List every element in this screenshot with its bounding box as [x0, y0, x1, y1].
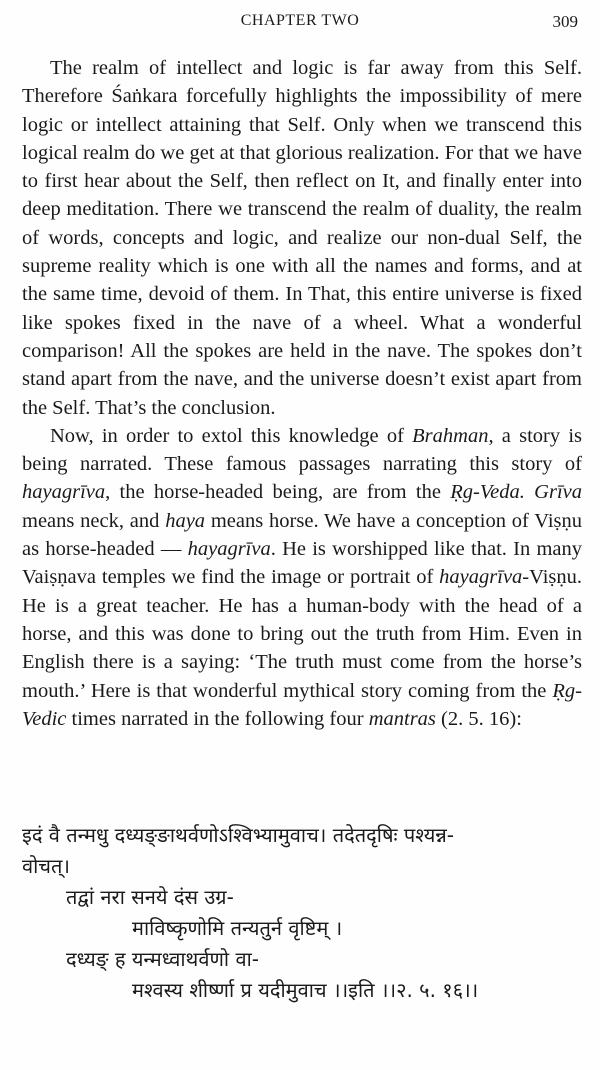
chapter-title: CHAPTER TWO — [240, 12, 360, 29]
sanskrit-line: माविष्कृणोमि तन्यतुर्न वृष्टिम् । — [132, 916, 343, 940]
italic-term: Ṛg-Veda. Grīva — [450, 481, 582, 504]
italic-term: Ṛg-Vedic — [22, 679, 582, 730]
sanskrit-line: दध्यङ् ह यन्मध्वाथर्वणो वा- — [66, 947, 259, 971]
text-run: means horse. We have a conception of Viṣṇu as horse-headed — — [22, 509, 582, 561]
text-run: , a story is being narrated. These famous passages narrating this story of — [22, 424, 582, 476]
sanskrit-line: इदं वै तन्मधु दध्यङ्ङाथर्वणोऽश्विभ्यामुवाच। तदेतदृषिः पश्यन्न- — [22, 823, 454, 847]
italic-term: mantras — [368, 707, 436, 730]
page-number: 309 — [552, 12, 578, 31]
paragraph — [22, 54, 582, 422]
paragraph — [22, 422, 582, 733]
sanskrit-line: वोचत्। — [22, 854, 70, 878]
running-head — [0, 12, 600, 34]
sanskrit-verse — [22, 820, 592, 1006]
italic-term: hayagrīva — [439, 566, 523, 589]
sanskrit-line: तद्वां नरा सनये दंस उग्र- — [66, 885, 234, 909]
italic-term: Brahman — [412, 424, 489, 447]
text-run: means neck, and — [22, 509, 166, 532]
text-run: . He is worshipped like that. In many Vaiṣṇava temples we find the image or portrait of — [22, 538, 582, 589]
sanskrit-line: मश्वस्य शीर्ष्णा प्र यदीमुवाच ।।इति ।।२. ५. १६।। — [132, 978, 479, 1002]
text-run: times narrated in the following four — [66, 707, 369, 730]
text-run: The realm of intellect and logic is far away from this Self. Therefore Śaṅkara forcefully highlights the impossibility of mere logic or intellect attaining that Self. Only when we transcend this logical realm do we get at that glorious realization. For that we have to first hear about the Self, then reflect on It, and finally enter into deep meditation. There we transcend the realm of duality, the realm of words, concepts and logic, and realize our non-dual Self, the supreme reality which is one with all the names and forms, and at the same time, devoid of them. In That, this entire universe is fixed like spokes fixed in the nave of a wheel. What a wonderful comparison! All the spokes are held in the nave. The spokes don’t stand apart from the nave, and the universe doesn’t exist apart from the Self. That’s the conclusion. — [22, 57, 582, 419]
body-text — [22, 54, 582, 733]
italic-term: hayagrīva — [22, 481, 106, 504]
text-run: Now, in order to extol this knowledge of — [50, 424, 413, 447]
text-run: (2. 5. 16): — [435, 707, 522, 730]
text-run: , the horse-headed being, are from the — [105, 481, 451, 504]
text-run: -Viṣṇu. He is a great teacher. He has a human-body with the head of a horse, and this was done to bring out the truth from Him. Even in English there is a saying: ‘The truth must come from the horse’s mouth.’ Here is that wonderful mythical story coming from the — [22, 566, 582, 702]
italic-term: haya — [165, 509, 206, 532]
italic-term: hayagrīva — [187, 538, 271, 561]
